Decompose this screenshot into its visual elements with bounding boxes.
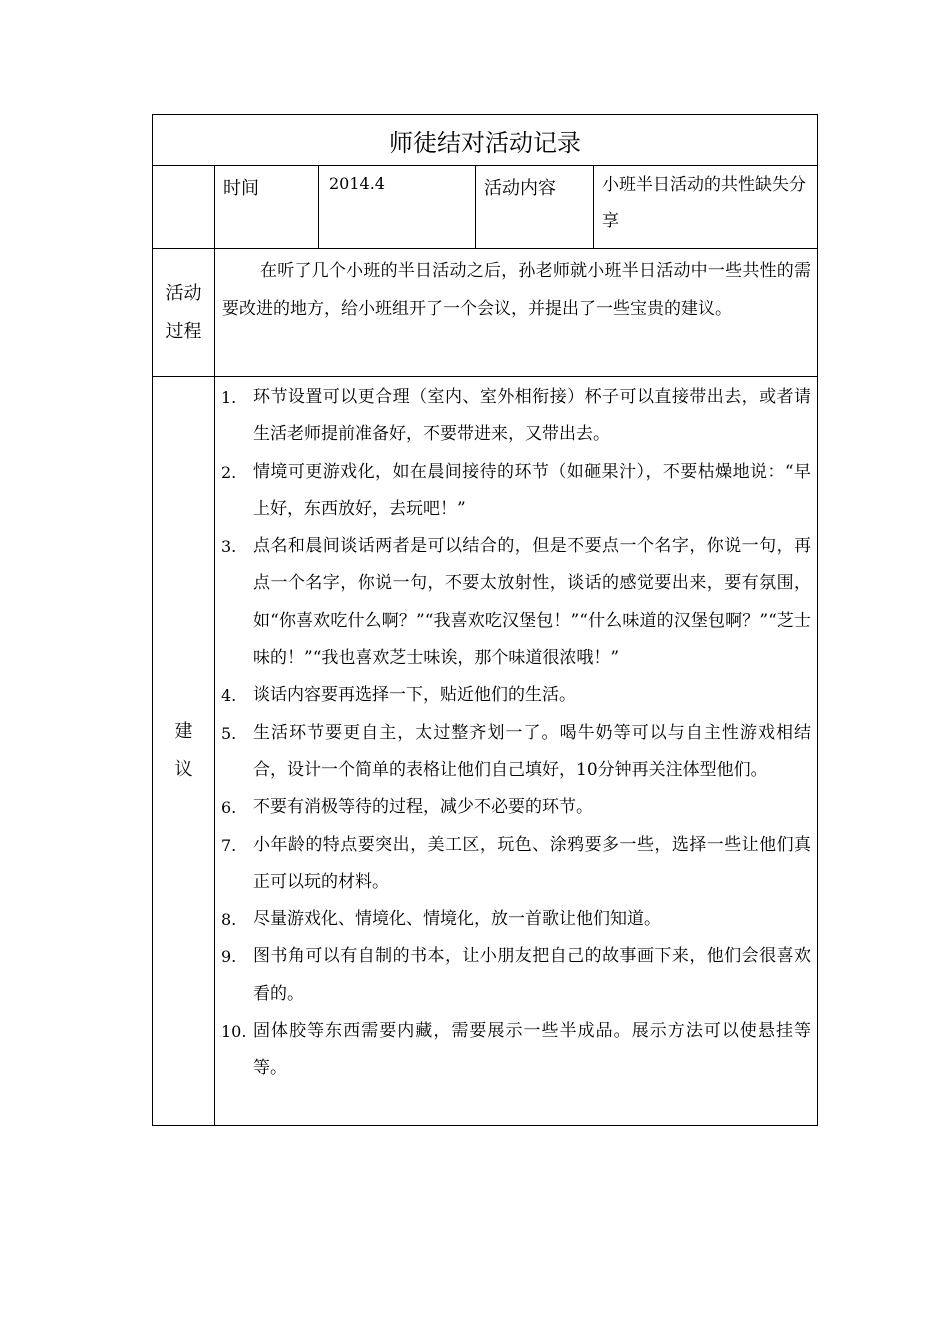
list-item-text: 图书角可以有自制的书本，让小朋友把自己的故事画下来，他们会很喜欢看的。 (253, 946, 812, 1004)
list-item-number: 9. (221, 947, 237, 967)
list-item (221, 1013, 811, 1088)
list-item (221, 789, 811, 826)
list-item-number: 1. (221, 388, 237, 407)
list-item (221, 938, 811, 1013)
list-item (221, 454, 811, 529)
list-item-text: 生活环节要更自主，太过整齐划一了。喝牛奶等可以与自主性游戏相结合，设计一个简单的表格让他们自己填好，10分钟再关注体型他们。 (253, 722, 812, 780)
list-item (221, 528, 811, 677)
list-item-number: 7. (221, 835, 237, 855)
empty-label-cell (153, 166, 215, 249)
time-label: 时间 (215, 166, 319, 249)
list-item-text: 谈话内容要再选择一下，贴近他们的生活。 (253, 685, 576, 706)
list-item-number: 2. (221, 462, 237, 482)
process-label (153, 249, 215, 377)
advice-row (153, 377, 818, 1126)
activity-record-table (152, 114, 818, 1126)
list-item-text: 尽量游戏化、情境化、情境化，放一首歌让他们知道。 (253, 909, 661, 930)
list-item (221, 715, 811, 790)
list-item (221, 379, 811, 454)
activity-content-value: 小班半日活动的共性缺失分享 (594, 166, 818, 249)
list-item-text: 情境可更游戏化，如在晨间接待的环节（如砸果汁），不要枯燥地说：“早上好，东西放好，去玩吧！” (253, 461, 812, 519)
advice-content (215, 377, 818, 1126)
list-item-text: 小年龄的特点要突出，美工区，玩色、涂鸦要多一些，选择一些让他们真正可以玩的材料。 (253, 834, 812, 892)
list-item-number: 10. (221, 1022, 247, 1042)
advice-label-line2: 议 (174, 759, 193, 780)
list-item-number: 3. (221, 537, 237, 557)
advice-label-line1: 建 (174, 721, 193, 742)
list-item-number: 4. (221, 686, 237, 706)
list-item-number: 6. (221, 798, 237, 818)
list-item-number: 8. (221, 910, 237, 930)
list-item-text: 不要有消极等待的过程，减少不必要的环节。 (253, 797, 593, 818)
process-row (153, 249, 818, 377)
process-text: 在听了几个小班的半日活动之后，孙老师就小班半日活动中一些共性的需要改进的地方，给小班组开了一个会议，并提出了一些宝贵的建议。 (215, 249, 818, 377)
advice-label (153, 377, 215, 1126)
list-item (221, 827, 811, 902)
list-item (221, 677, 811, 714)
activity-content-label: 活动内容 (476, 166, 594, 249)
process-label-line2: 过程 (165, 320, 202, 342)
advice-list (221, 379, 811, 1088)
list-item-text: 环节设置可以更合理（室内、室外相衔接）杯子可以直接带出去，或者请生活老师提前准备好，不要带进来，又带出去。 (253, 387, 812, 445)
info-row (153, 166, 818, 249)
list-item-number: 5. (221, 723, 237, 743)
document-title: 师徒结对活动记录 (153, 115, 818, 166)
list-item-text: 点名和晨间谈话两者是可以结合的，但是不要点一个名字，你说一句，再点一个名字，你说一句，不要太放射性，谈话的感觉要出来，要有氛围，如“你喜欢吃什么啊？”“我喜欢吃汉堡包！”“什么味道的汉堡包啊？”“芝士味的！”“我也喜欢芝士味诶，那个味道很浓哦！” (253, 536, 812, 669)
list-item-text: 固体胶等东西需要内藏，需要展示一些半成品。展示方法可以使悬挂等等。 (253, 1021, 812, 1079)
time-value: 2014.4 (319, 166, 476, 249)
process-label-line1: 活动 (165, 282, 202, 304)
list-item (221, 901, 811, 938)
